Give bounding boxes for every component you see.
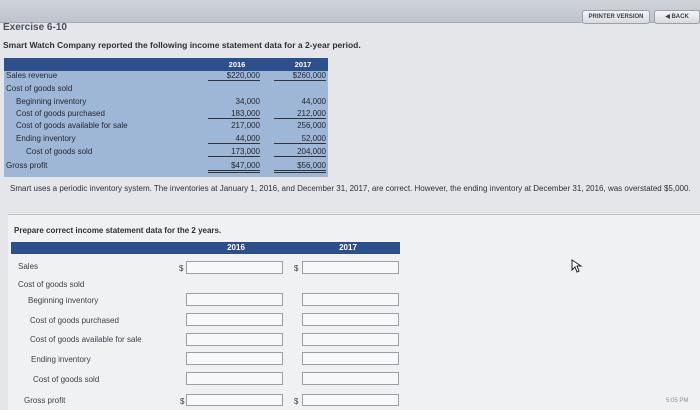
goods-purchased-2016-input[interactable] [186,313,283,326]
goods-available-2017-input[interactable] [302,333,399,346]
answer-prompt: Prepare correct income statement data for the 2 years. [14,226,222,235]
ending-inventory-2017-input[interactable] [302,352,399,365]
goods-available-2016-input[interactable] [186,333,283,346]
statement-cell: $260,000 [274,71,326,81]
ending-inventory-2016-input[interactable] [186,352,283,365]
statement-cell: 44,000 [208,134,260,144]
statement-cell: 52,000 [274,134,326,144]
system-clock: 5:05 PM [666,398,689,404]
gross-profit-2016-input[interactable] [186,394,283,406]
beginning-inventory-2016-input[interactable] [186,293,283,306]
statement-cell: $220,000 [208,71,260,81]
printer-version-button[interactable]: PRINTER VERSION [582,10,650,24]
back-button[interactable]: ◀ BACK [654,10,700,24]
statement-row-label: Cost of goods purchased [16,109,105,118]
answer-row-label: Cost of goods sold [33,375,100,384]
answer-row-label: Sales [18,262,39,271]
answer-year-2017: 2017 [339,243,357,252]
sales-2017-input[interactable] [302,261,399,274]
statement-cell: 204,000 [274,147,326,157]
statement-cell: 44,000 [301,97,326,106]
dollar-sign: $ [180,397,185,406]
exercise-title: Exercise 6-10 [3,22,67,33]
statement-cell: 173,000 [208,147,260,157]
statement-row-label: Sales revenue [6,71,58,80]
statement-cell: 217,000 [231,121,260,130]
statement-year-2017: 2017 [294,60,312,69]
beginning-inventory-2017-input[interactable] [302,293,399,306]
statement-cell: 256,000 [297,121,326,130]
exercise-intro: Smart Watch Company reported the following income statement data for a 2-year period. [3,40,361,50]
answer-year-2016: 2016 [227,243,245,252]
dollar-sign: $ [294,264,299,273]
dollar-sign: $ [294,397,299,406]
statement-row-label: Cost of goods available for sale [16,121,128,130]
dollar-sign: $ [179,264,184,273]
statement-cell: 183,000 [208,109,260,119]
inventory-note: Smart uses a periodic inventory system. The inventories at January 1, 2016, and December 31, 2017, are correct. However, the ending inventory at December 31, 2016, was overstated $5,000. [10,184,691,193]
answer-row-label: Ending inventory [31,355,91,364]
statement-year-2016: 2016 [228,60,246,69]
gross-profit-2017-input[interactable] [302,394,399,406]
sales-2016-input[interactable] [186,261,283,274]
mouse-pointer-icon [571,259,583,273]
goods-purchased-2017-input[interactable] [302,313,399,326]
statement-row-label: Cost of goods sold [26,147,93,156]
answer-row-label: Cost of goods purchased [30,316,119,325]
statement-row-label: Gross profit [6,161,48,170]
statement-cell: $56,000 [274,161,326,173]
statement-row-label: Ending inventory [16,134,76,143]
cogs-2016-input[interactable] [186,372,283,385]
statement-row-label: Beginning inventory [16,97,87,106]
answer-row-label: Gross profit [24,396,66,405]
statement-row-label: Cost of goods sold [6,84,73,93]
statement-cell: 34,000 [235,97,260,106]
answer-row-label: Beginning inventory [28,296,99,305]
statement-cell: 212,000 [274,109,326,119]
statement-cell: $47,000 [208,161,260,173]
answer-row-label: Cost of goods available for sale [30,335,142,344]
cogs-2017-input[interactable] [302,372,399,385]
answer-row-label: Cost of goods sold [18,280,85,289]
